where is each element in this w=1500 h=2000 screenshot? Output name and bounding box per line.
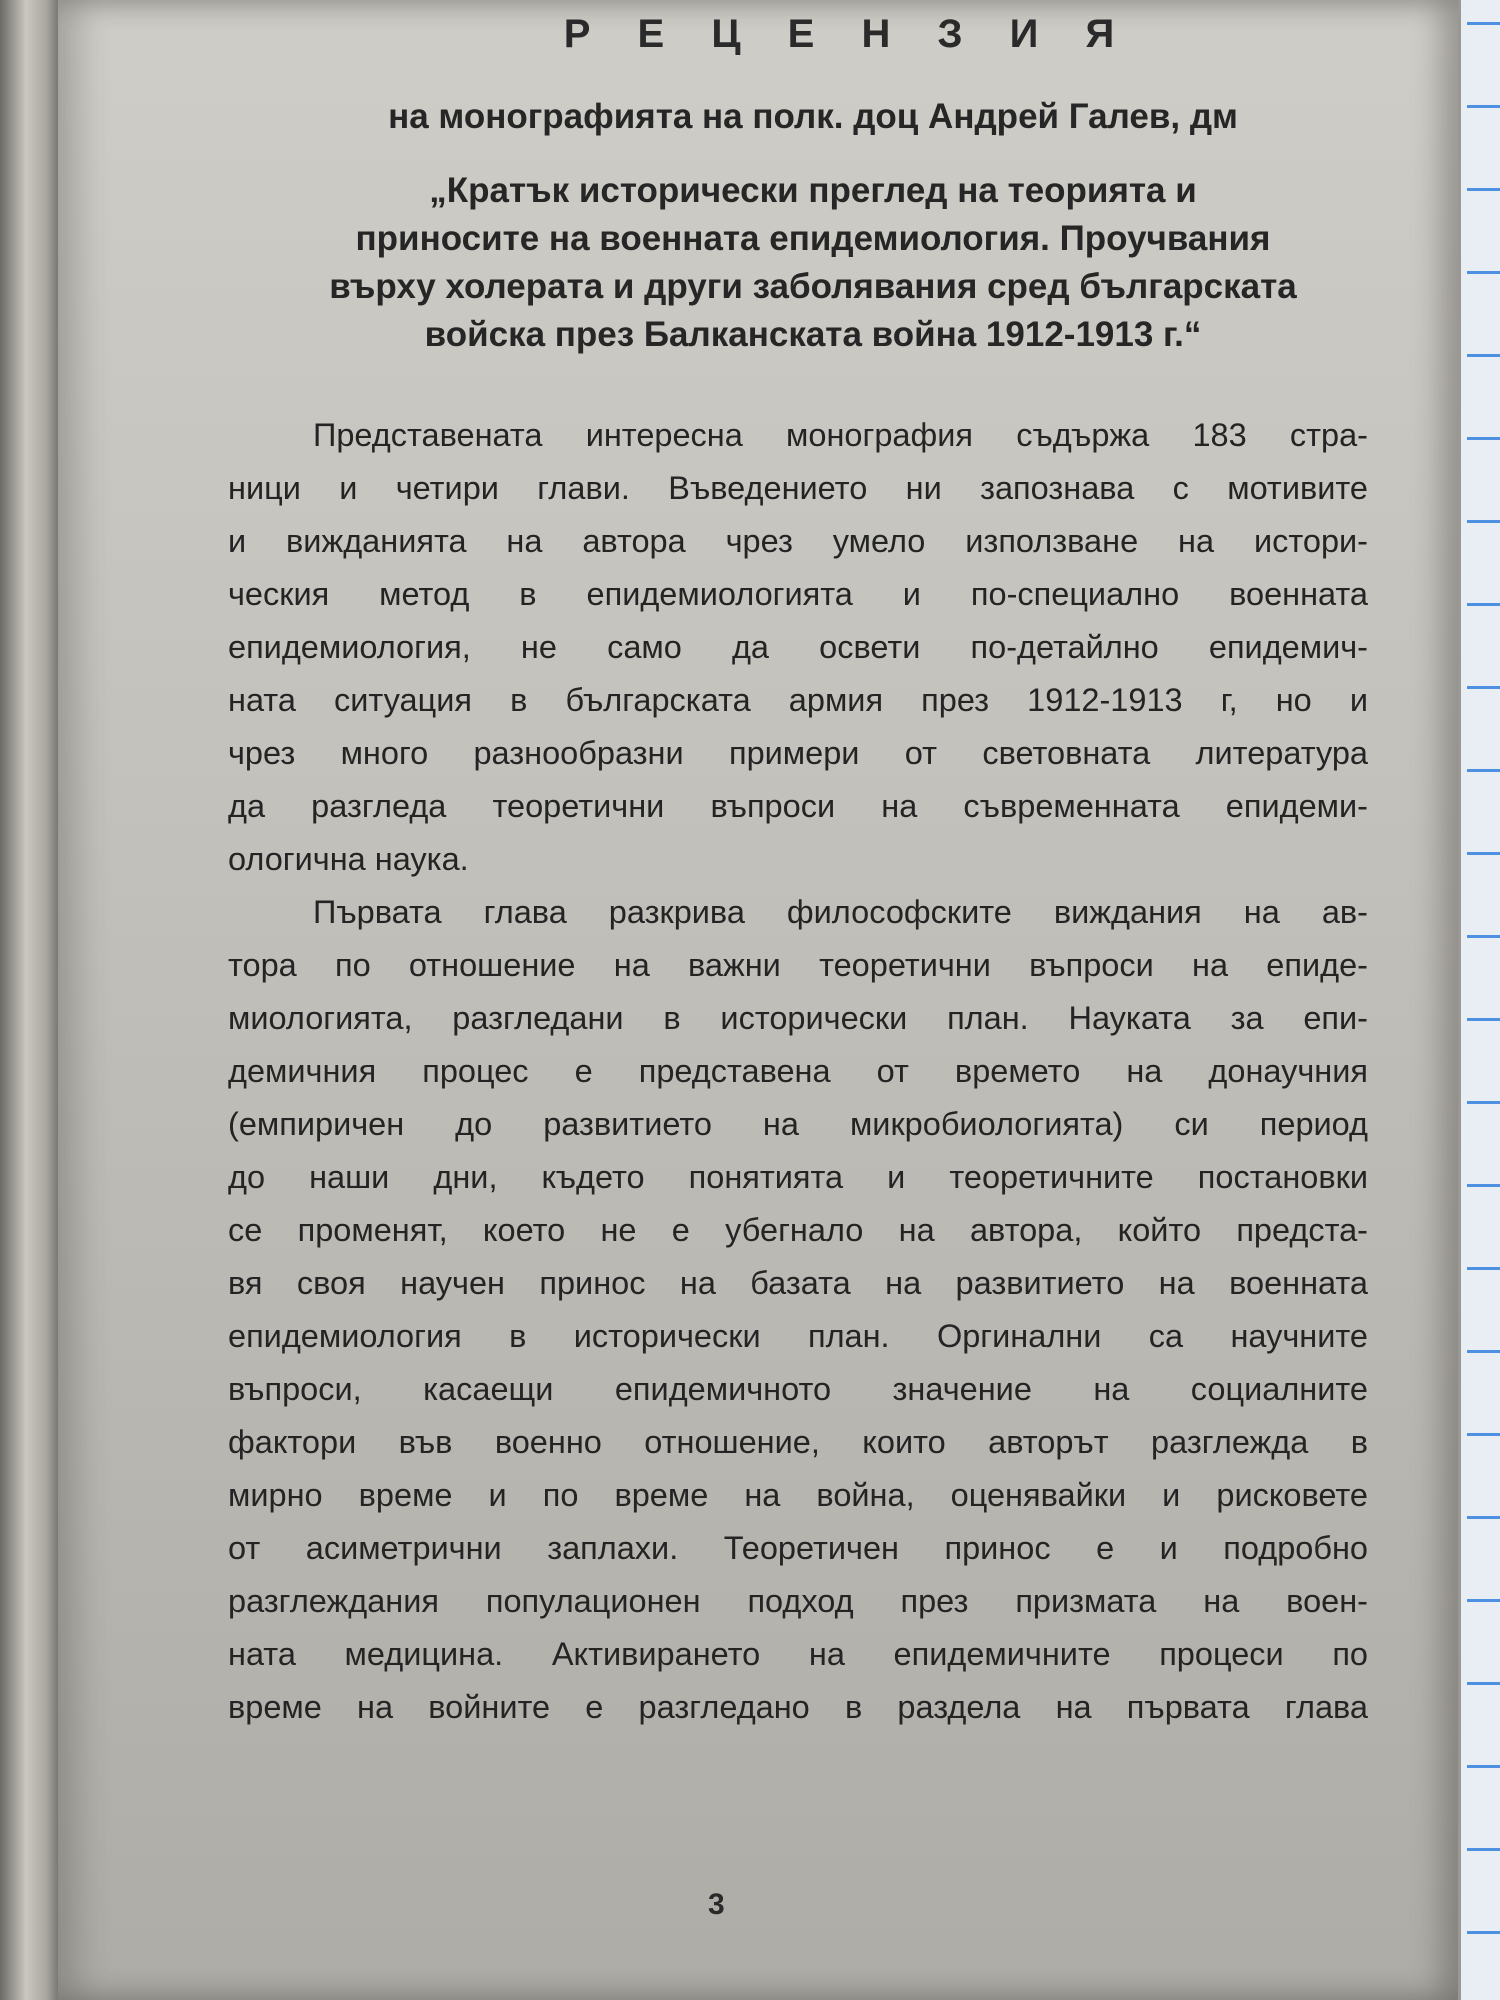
- notebook-rule: [1467, 105, 1500, 108]
- text-line: епидемиология, не само да освети по-детайлно епидемич-: [228, 629, 1368, 665]
- title-line: войска през Балканската война 1912-1913 г.“: [424, 315, 1202, 354]
- text-line: се променят, което не е убегнало на автора, който предста-: [228, 1212, 1368, 1248]
- book-page: [58, 0, 1458, 2000]
- notebook-rule: [1467, 1018, 1500, 1021]
- text-line: Представената интересна монография съдържа 183 стра-: [313, 417, 1368, 453]
- notebook-rule: [1467, 354, 1500, 357]
- notebook-rule: [1467, 1599, 1500, 1602]
- text-line: ологична наука.: [228, 841, 469, 877]
- notebook-rule: [1467, 1101, 1500, 1104]
- notebook-rule: [1467, 686, 1500, 689]
- text-line: разглеждания популационен подход през призмата на воен-: [228, 1583, 1368, 1619]
- notebook-rule: [1467, 437, 1500, 440]
- text-line: епидемиология в исторически план. Оргинални са научните: [228, 1318, 1368, 1354]
- title-line: върху холерата и други заболявания сред българската: [329, 267, 1297, 306]
- notebook-rule: [1467, 1184, 1500, 1187]
- title-line: „Кратък исторически преглед на теорията и: [429, 171, 1197, 210]
- notebook-rule: [1467, 769, 1500, 772]
- notebook-rule: [1467, 1682, 1500, 1685]
- paragraph-1: [228, 409, 1368, 886]
- notebook-rule: [1467, 935, 1500, 938]
- review-subheading: на монографията на полк. доц Андрей Галев, дм: [388, 97, 1238, 136]
- left-page-edge: [0, 0, 58, 2000]
- text-line: от асиметрични заплахи. Теоретичен принос е и подробно: [228, 1530, 1368, 1566]
- notebook-rule: [1467, 1848, 1500, 1851]
- text-line: да разгледа теоретични въпроси на съвременната епидеми-: [228, 788, 1368, 824]
- notebook-rule: [1467, 188, 1500, 191]
- notebook-rule: [1467, 852, 1500, 855]
- title-line: приносите на военната епидемиология. Проучвания: [355, 219, 1271, 258]
- text-line: чрез много разнообразни примери от световната литература: [228, 735, 1368, 771]
- text-line: ческия метод в епидемиологията и по-специално военната: [228, 576, 1368, 612]
- text-line: Първата глава разкрива философските виждания на ав-: [313, 894, 1368, 930]
- text-line: ници и четири глави. Въведението ни запознава с мотивите: [228, 470, 1368, 506]
- text-line: и вижданията на автора чрез умело използване на истори-: [228, 523, 1368, 559]
- notebook-rule: [1467, 1350, 1500, 1353]
- notebook-rule: [1467, 271, 1500, 274]
- notebook-rule: [1467, 1931, 1500, 1934]
- notebook-paper-edge: [1458, 0, 1500, 2000]
- text-line: тора по отношение на важни теоретични въпроси на епиде-: [228, 947, 1368, 983]
- text-line: мирно време и по време на война, оценявайки и рисковете: [228, 1477, 1368, 1513]
- notebook-rule: [1467, 22, 1500, 25]
- text-line: фактори във военно отношение, които авторът разглежда в: [228, 1424, 1368, 1460]
- paragraph-2: [228, 886, 1368, 1734]
- notebook-rule: [1467, 1267, 1500, 1270]
- notebook-rule: [1467, 1433, 1500, 1436]
- notebook-rule: [1467, 1765, 1500, 1768]
- notebook-rule: [1467, 1516, 1500, 1519]
- text-line: (емпиричен до развитието на микробиологията) си период: [228, 1106, 1368, 1142]
- text-line: ната ситуация в българската армия през 1912-1913 г, но и: [228, 682, 1368, 718]
- page-number: 3: [708, 1888, 725, 1921]
- text-line: въпроси, касаещи епидемичното значение на социалните: [228, 1371, 1368, 1407]
- text-line: ната медицина. Активирането на епидемичните процеси по: [228, 1636, 1368, 1672]
- monograph-title: [168, 167, 1378, 359]
- text-line: време на войните е разгледано в раздела на първата глава: [228, 1689, 1368, 1725]
- text-line: демичния процес е представена от времето на донаучния: [228, 1053, 1368, 1089]
- body-text: [168, 409, 1378, 1734]
- review-heading: Р Е Ц Е Н З И Я: [563, 12, 1133, 56]
- notebook-rule: [1467, 603, 1500, 606]
- page-content: [168, 0, 1378, 1734]
- text-line: миологията, разгледани в исторически план. Науката за епи-: [228, 1000, 1368, 1036]
- text-line: до наши дни, където понятията и теоретичните постановки: [228, 1159, 1368, 1195]
- text-line: вя своя научен принос на базата на развитието на военната: [228, 1265, 1368, 1301]
- notebook-rule: [1467, 520, 1500, 523]
